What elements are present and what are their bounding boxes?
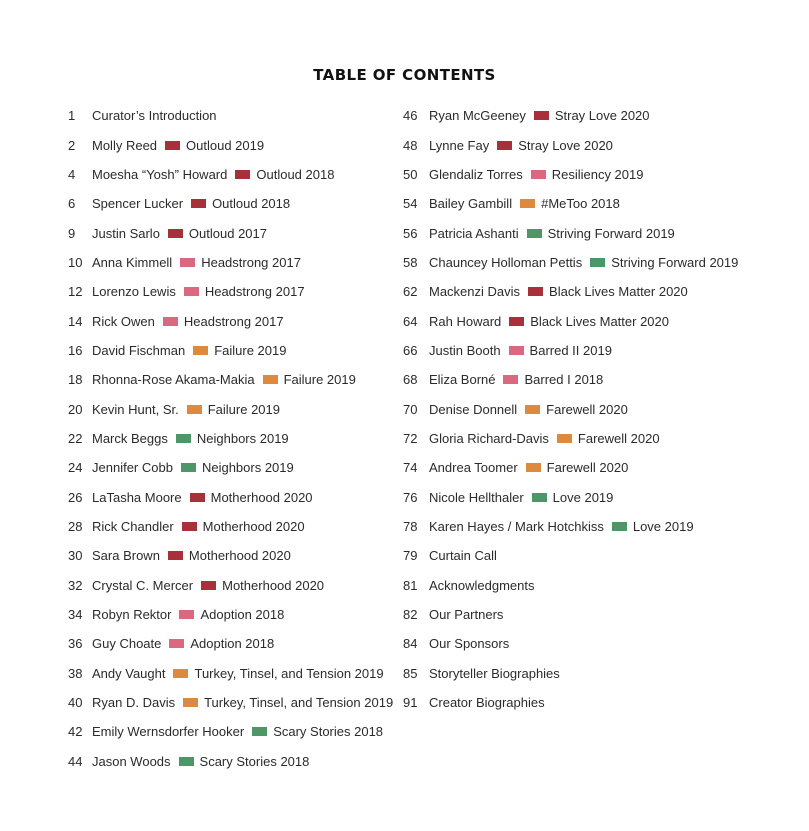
toc-entry [403,571,738,600]
toc-section-label: Love 2019 [552,489,614,505]
toc-entry [403,218,738,247]
toc-entry-title: Our Partners [429,607,504,623]
section-color-swatch [179,610,194,619]
toc-entry-title: Jennifer Cobb [92,460,173,476]
toc-entry [403,277,738,306]
section-color-swatch [182,522,197,531]
toc-page-number: 79 [403,548,418,564]
toc-entry [403,659,738,688]
toc-entry-title: Curtain Call [429,548,497,564]
section-color-swatch [532,493,547,502]
toc-entry-title: Storyteller Biographies [429,665,560,681]
toc-section-label: Motherhood 2020 [202,518,305,534]
toc-section-label: Adoption 2018 [200,607,285,623]
toc-entry [403,248,738,277]
toc-entry-title: Acknowledgments [429,577,535,593]
toc-section-label: Failure 2019 [214,342,287,358]
toc-entry-title: Ryan McGeeney [429,108,526,124]
section-color-swatch [520,199,535,208]
toc-section-label: Farewell 2020 [546,401,628,417]
toc-entry-title: Mackenzi Davis [429,284,521,300]
toc-page-number: 30 [68,548,83,564]
toc-page-number: 50 [403,166,418,182]
toc-entry-title: Anna Kimmell [92,254,173,270]
toc-page-number: 6 [68,196,76,212]
toc-page-number: 84 [403,636,418,652]
section-color-swatch [528,287,543,296]
toc-page-number: 28 [68,518,83,534]
toc-entry-title: Justin Sarlo [92,225,160,241]
section-color-swatch [263,375,278,384]
toc-page-number: 85 [403,665,418,681]
section-color-swatch [590,258,605,267]
toc-section-label: Striving Forward 2019 [547,225,675,241]
toc-entry-title: Andrea Toomer [429,460,518,476]
section-color-swatch [201,581,216,590]
toc-section-label: Black Lives Matter 2020 [530,313,669,329]
toc-entry-title: Glendaliz Torres [429,166,523,182]
toc-page-number: 32 [68,577,83,593]
toc-column-left [68,101,393,776]
toc-entry-title: Rick Owen [92,313,155,329]
toc-entry [68,394,393,423]
toc-entry [403,629,738,658]
toc-entry [403,189,738,218]
toc-page-number: 81 [403,577,418,593]
toc-section-label: Motherhood 2020 [188,548,291,564]
toc-section-label: Turkey, Tinsel, and Tension 2019 [204,695,394,711]
toc-entry [403,688,738,717]
toc-entry [403,336,738,365]
page-title: TABLE OF CONTENTS [313,66,496,84]
toc-entry [68,512,393,541]
toc-entry [68,277,393,306]
toc-entry-title: Justin Booth [429,342,501,358]
section-color-swatch [526,463,541,472]
toc-page-number: 20 [68,401,83,417]
toc-entry-title: Lynne Fay [429,137,490,153]
toc-entry [68,365,393,394]
toc-entry-title: Molly Reed [92,137,158,153]
section-color-swatch [176,434,191,443]
section-color-swatch [531,170,546,179]
toc-page-number: 46 [403,108,418,124]
toc-section-label: Outloud 2018 [212,196,291,212]
toc-entry-title: Gloria Richard-Davis [429,430,549,446]
section-color-swatch [169,639,184,648]
toc-page-number: 74 [403,460,418,476]
toc-column-right [403,101,738,717]
toc-entry [68,541,393,570]
toc-page-number: 40 [68,695,83,711]
toc-page-number: 58 [403,254,418,270]
toc-page-number: 22 [68,430,83,446]
section-color-swatch [235,170,250,179]
toc-entry [403,101,738,130]
toc-entry [403,130,738,159]
toc-entry-title: Guy Choate [92,636,162,652]
toc-section-label: Outloud 2019 [186,137,265,153]
toc-page-number: 42 [68,724,83,740]
toc-entry-title: Marck Beggs [92,430,168,446]
toc-entry-title: Chauncey Holloman Pettis [429,254,583,270]
toc-page-number: 78 [403,518,418,534]
toc-entry-title: Nicole Hellthaler [429,489,524,505]
toc-section-label: #MeToo 2018 [541,196,620,212]
toc-entry [403,424,738,453]
toc-entry [403,541,738,570]
toc-entry [68,248,393,277]
toc-entry-title: Denise Donnell [429,401,518,417]
toc-entry-title: Curator’s Introduction [92,108,217,124]
toc-entry-title: Moesha “Yosh” Howard [92,166,228,182]
toc-page-number: 12 [68,284,83,300]
section-color-swatch [534,111,549,120]
toc-page-number: 38 [68,665,83,681]
toc-entry [68,717,393,746]
toc-section-label: Motherhood 2020 [222,577,325,593]
toc-page-number: 4 [68,166,76,182]
toc-section-label: Resiliency 2019 [551,166,644,182]
toc-entry [68,336,393,365]
toc-section-label: Stray Love 2020 [554,108,650,124]
toc-section-label: Farewell 2020 [546,460,629,476]
toc-entry-title: Ryan D. Davis [92,695,176,711]
section-color-swatch [187,405,202,414]
toc-entry-title: Crystal C. Mercer [92,577,194,593]
toc-entry-title: Andy Vaught [92,665,166,681]
toc-entry [68,571,393,600]
toc-entry-title: Jason Woods [92,753,171,769]
toc-section-label: Scary Stories 2018 [199,753,310,769]
toc-page-number: 2 [68,137,76,153]
section-color-swatch [168,551,183,560]
toc-page-number: 72 [403,430,418,446]
toc-page-number: 64 [403,313,418,329]
toc-entry-title: David Fischman [92,342,186,358]
toc-section-label: Outloud 2017 [188,225,267,241]
toc-entry-title: Robyn Rektor [92,607,172,623]
toc-entry [68,306,393,335]
toc-entry-title: Spencer Lucker [92,196,184,212]
toc-section-label: Neighbors 2019 [196,430,289,446]
toc-section-label: Stray Love 2020 [518,137,613,153]
toc-page-number: 10 [68,254,83,270]
section-color-swatch [163,317,178,326]
toc-section-label: Headstrong 2017 [204,284,305,300]
toc-page-number: 16 [68,342,83,358]
toc-page-number: 44 [68,753,83,769]
toc-entry [68,453,393,482]
toc-section-label: Failure 2019 [207,401,280,417]
section-color-swatch [557,434,572,443]
toc-section-label: Neighbors 2019 [201,460,294,476]
toc-page-number: 48 [403,137,418,153]
section-color-swatch [525,405,540,414]
toc-section-label: Adoption 2018 [190,636,275,652]
toc-section-label: Scary Stories 2018 [273,724,384,740]
toc-page-number: 24 [68,460,83,476]
toc-page-number: 26 [68,489,83,505]
toc-page-number: 54 [403,196,418,212]
section-color-swatch [184,287,199,296]
toc-section-label: Farewell 2020 [577,430,660,446]
toc-entry [68,101,393,130]
section-color-swatch [183,698,198,707]
toc-section-label: Black Lives Matter 2020 [549,284,688,300]
toc-page-number: 70 [403,401,418,417]
toc-page-number: 62 [403,284,418,300]
toc-entry [68,424,393,453]
toc-section-label: Striving Forward 2019 [611,254,739,270]
toc-entry [68,600,393,629]
toc-entry-title: LaTasha Moore [92,489,182,505]
section-color-swatch [193,346,208,355]
toc-page-number: 36 [68,636,83,652]
toc-section-label: Motherhood 2020 [210,489,313,505]
toc-entry [403,512,738,541]
section-color-swatch [503,375,518,384]
toc-page-number: 9 [68,225,76,241]
toc-page-number: 82 [403,607,418,623]
toc-entry [403,306,738,335]
section-color-swatch [527,229,542,238]
section-color-swatch [509,317,524,326]
toc-entry [68,629,393,658]
toc-page-number: 14 [68,313,83,329]
toc-entry [403,394,738,423]
toc-entry [403,482,738,511]
toc-entry [68,482,393,511]
section-color-swatch [179,757,194,766]
toc-entry [403,453,738,482]
toc-entry-title: Eliza Borné [429,372,496,388]
toc-page-number: 1 [68,108,76,124]
section-color-swatch [190,493,205,502]
toc-entry [68,130,393,159]
toc-section-label: Love 2019 [632,518,694,534]
toc-entry [68,189,393,218]
section-color-swatch [180,258,195,267]
toc-entry-title: Our Sponsors [429,636,510,652]
toc-page-number: 56 [403,225,418,241]
toc-entry-title: Rick Chandler [92,518,174,534]
toc-entry [403,365,738,394]
section-color-swatch [497,141,512,150]
toc-entry-title: Rah Howard [429,313,502,329]
toc-entry [68,659,393,688]
toc-entry-title: Emily Wernsdorfer Hooker [92,724,245,740]
toc-entry [68,747,393,776]
section-color-swatch [181,463,196,472]
toc-entry-title: Karen Hayes / Mark Hotchkiss [429,518,604,534]
section-color-swatch [165,141,180,150]
toc-page-number: 66 [403,342,418,358]
toc-entry [68,218,393,247]
toc-page-number: 34 [68,607,83,623]
toc-page-number: 68 [403,372,418,388]
toc-entry [403,600,738,629]
section-color-swatch [191,199,206,208]
toc-section-label: Turkey, Tinsel, and Tension 2019 [194,665,384,681]
toc-entry [68,688,393,717]
toc-entry-title: Sara Brown [92,548,160,564]
toc-entry [68,160,393,189]
toc-entry-title: Bailey Gambill [429,196,513,212]
toc-section-label: Outloud 2018 [256,166,335,182]
section-color-swatch [252,727,267,736]
toc-entry-title: Patricia Ashanti [429,225,519,241]
section-color-swatch [173,669,188,678]
toc-section-label: Barred II 2019 [529,342,612,358]
section-color-swatch [168,229,183,238]
toc-entry [403,160,738,189]
toc-section-label: Headstrong 2017 [201,254,301,270]
toc-entry-title: Kevin Hunt, Sr. [92,401,179,417]
toc-section-label: Failure 2019 [283,372,356,388]
toc-entry-title: Lorenzo Lewis [92,284,176,300]
toc-page-number: 91 [403,695,418,711]
toc-entry-title: Rhonna-Rose Akama-Makia [92,372,255,388]
toc-section-label: Barred I 2018 [524,372,604,388]
toc-page-number: 76 [403,489,418,505]
toc-page-number: 18 [68,372,83,388]
section-color-swatch [612,522,627,531]
toc-entry-title: Creator Biographies [429,695,545,711]
toc-section-label: Headstrong 2017 [183,313,284,329]
section-color-swatch [509,346,524,355]
